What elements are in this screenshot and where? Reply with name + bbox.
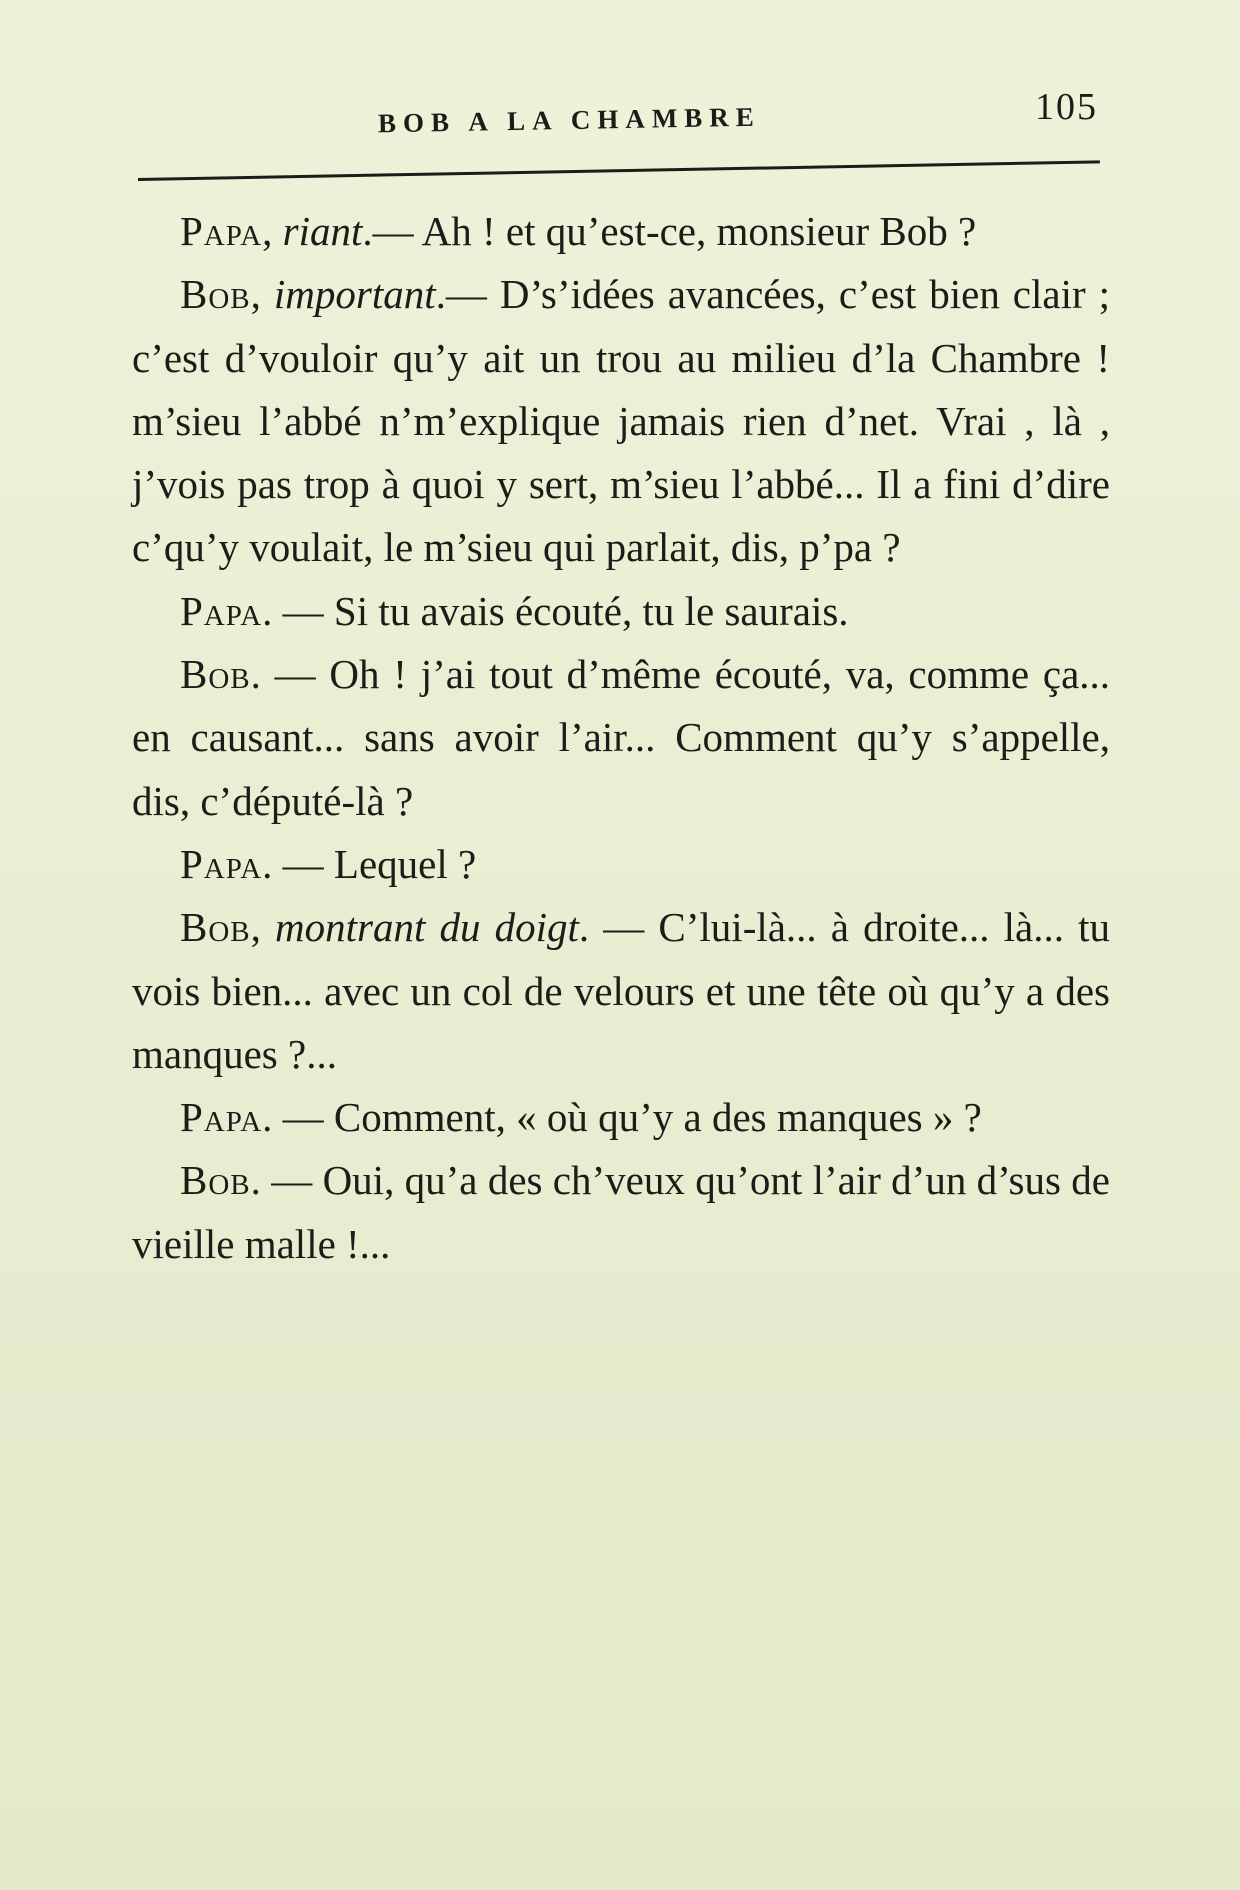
dash: . — [250,651,330,698]
dash: . — [262,587,334,634]
dialogue-paragraph [132,833,1110,896]
dialogue-paragraph [132,643,1110,833]
dash: . — [262,1094,334,1141]
speaker-name: Bob [180,904,251,951]
stage-direction: montrant du doigt [275,904,579,951]
speaker-name: Bob [180,271,251,318]
speaker-name: Bob [180,1157,251,1204]
dialogue-text: Ah ! et qu’est-ce, monsieur Bob ? [421,208,977,254]
separator: , [262,208,283,254]
dialogue-text: Comment, « où qu’y a des manques » ? [333,1094,982,1141]
speaker-name: Papa [180,587,263,634]
dash: . — [250,1157,323,1204]
text-block [132,200,1110,1276]
dialogue-text: C’lui-là... à droite... là... tu vois bien... avec un col de velours et une tête où qu’y a des manques ?... [132,904,1110,1077]
dialogue-text: Lequel ? [333,840,477,887]
separator: , [250,904,276,951]
speaker-name: Papa [180,208,263,254]
page-number: 105 [1035,86,1098,128]
dash: . — [578,904,659,951]
running-head: BOB A LA CHAMBRE [377,101,762,139]
dialogue-paragraph [132,1086,1110,1149]
dialogue-text: Oh ! j’ai tout d’même écouté, va, comme ça... en causant... sans avoir l’air... Comment qu’y s’appelle, dis, c’député-là ? [132,651,1111,824]
dialogue-paragraph [132,200,1110,263]
dialogue-paragraph [132,1149,1110,1276]
dialogue-text: Si tu avais écouté, tu le saurais. [333,587,849,634]
dialogue-paragraph [132,580,1110,643]
separator: , [250,271,274,318]
speaker-name: Papa [180,840,263,887]
stage-direction: important [273,271,436,318]
speaker-name: Bob [180,651,251,698]
dialogue-paragraph [132,896,1110,1086]
dialogue-text: Oui, qu’a des ch’veux qu’ont l’air d’un d’sus de vieille malle !... [132,1157,1111,1267]
dash: .— [435,271,500,318]
dash: . — [262,840,334,887]
header-rule [138,160,1100,181]
stage-direction: riant [282,208,363,254]
speaker-name: Papa [180,1094,263,1141]
dialogue-text: D’s’idées avancées, c’est bien clair ; c’est d’vouloir qu’y ait un trou au milieu d’la Chambre ! m’sieu l’abbé n’m’explique jamais rien d’net. Vrai , là , j’vois pas trop à quoi y sert, m’sieu l’abbé... Il a fini d’dire c’qu’y voulait, le m’sieu qui parlait, dis, p’pa ? [132,271,1110,571]
dash: .— [362,208,422,254]
dialogue-paragraph [132,263,1110,579]
